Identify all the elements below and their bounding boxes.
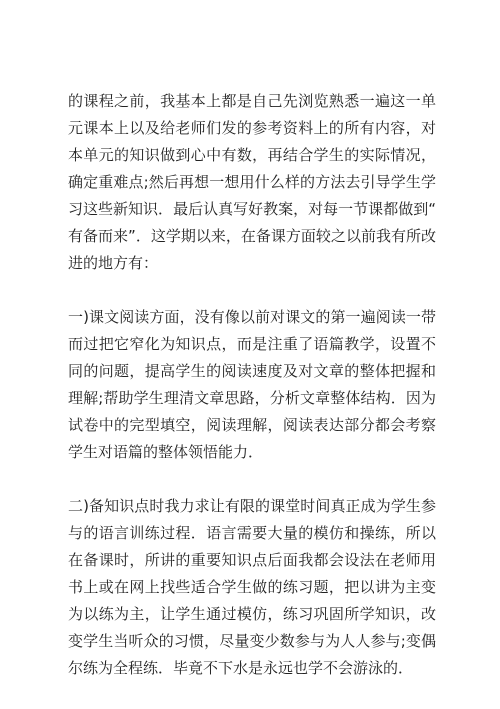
paragraph-knowledge-points: 二)备知识点时我力求让有限的课堂时间真正成为学生参与的语言训练过程．语言需要大量的模仿和操练，所以在备课时，所讲的重要知识点后面我都会设法在老师用书上或在网上找些适合学生做的练习题，把以讲为主变为以练为主，让学生通过模仿，练习巩固所学知识，改变学生当听众的习惯，尽量变少数参与为人人参与;变偶尔练为全程练．毕竟不下水是永远也学不会游泳的．	[68, 497, 436, 677]
paragraph-lesson-preparation: 的课程之前，我基本上都是自己先浏览熟悉一遍这一单元课本上以及给老师们发的参考资料上的所有内容，对本单元的知识做到心中有数，再结合学生的实际情况，确定重难点;然后再想一想用什么样的方法去引导学生学习这些新知识．最后认真写好教案，对每一节课都做到“有备而来”．这学期以来，在备课方面较之以前我有所改进的地方有：	[68, 92, 436, 272]
paragraph-text-reading: 一)课文阅读方面，没有像以前对课文的第一遍阅读一带而过把它窄化为知识点，而是注重了语篇教学，设置不同的问题，提高学生的阅读速度及对文章的整体把握和理解;帮助学生理清文章思路，分析文章整体结构．因为试卷中的完型填空，阅读理解，阅读表达部分都会考察学生对语篇的整体领悟能力．	[68, 308, 436, 461]
document-body	[68, 88, 436, 709]
